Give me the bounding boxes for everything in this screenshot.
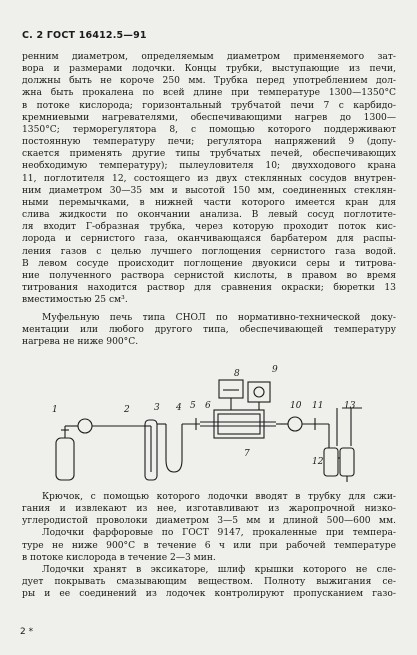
text-line: гания и извлекают из нее, изготавливают из жаропрочной низко-: [22, 504, 396, 515]
absorber: [324, 424, 354, 482]
apparatus-diagram: [44, 360, 374, 485]
text-line: вместимостью 25 см³.: [22, 295, 128, 306]
text-line: ления газов с целью лучшего поглощения сернистого газа водой.: [22, 246, 396, 257]
text-line: в потоке кислорода в течение 2—3 мин.: [22, 552, 216, 563]
text-line: кремниевыми нагревателями, обеспечивающими нагрев до 1300—: [22, 112, 396, 123]
text-line: необходимую температуру); пылеуловителя 10; двухходового крана: [22, 161, 396, 172]
text-line: в потоке кислорода; горизонтальный трубчатой печи 7 с карбидо-: [22, 100, 396, 111]
text-line: углеродистой проволоки диаметром 3—5 мм и длиной 500—600 мм.: [22, 516, 396, 527]
dust-catcher: [276, 417, 329, 431]
diagram-labels: [52, 365, 356, 467]
text-line: дует покрывать смазывающим веществом. Полноту выжигания се-: [22, 577, 396, 588]
label-7: 7: [244, 449, 250, 459]
text-line: ными перемычками, в нижней части которого имеется кран для: [22, 197, 396, 208]
text-line: 11, поглотителя 12, состоящего из двух стеклянных сосудов внутрен-: [22, 173, 396, 184]
text-line: туре не ниже 900°С в течение 6 ч или при рабочей температуре: [22, 540, 396, 551]
page-header: С. 2 ГОСТ 16412.5—91: [22, 30, 147, 41]
pressure-reducer: [78, 419, 144, 433]
text-line: слива жидкости по окончании анализа. В левый сосуд поглотите-: [22, 210, 396, 221]
label-13: 13: [344, 401, 356, 411]
text-line: Муфельную печь типа СНОЛ по нормативно-технической доку-: [42, 313, 396, 323]
u-tube: [166, 424, 200, 472]
label-6: 6: [205, 401, 211, 411]
text-line: ля входит Г-образная трубка, через которую проходит поток кис-: [22, 222, 396, 233]
text-line: жна быть прокалена по всей длине при температуре 1300—1350°С: [22, 88, 396, 99]
text-line: ним диаметром 30—35 мм и высотой 150 мм, соединенных стеклян-: [22, 185, 396, 196]
quartz-tube: [200, 422, 276, 426]
voltage-regulator: [248, 382, 270, 410]
text-line: Крючок, с помощью которого лодочки вводят в трубку для сжи-: [42, 492, 396, 502]
tube-furnace: [214, 410, 264, 438]
text-line: Лодочки хранят в эксикаторе, шлиф крышки которого не сле-: [42, 564, 396, 575]
text-line: 1350°С; терморегулятора 8, с помощью которого поддерживают: [22, 124, 396, 135]
burettes: [337, 408, 362, 446]
label-1: 1: [52, 405, 58, 415]
text-line: ментации или любого другого типа, обеспечивающей температуру: [22, 325, 396, 336]
label-2: 2: [124, 405, 130, 415]
oxygen-cylinder: [56, 426, 78, 480]
text-line: ры и ее соединений из лодочек контролируют пропусканием газо-: [22, 589, 396, 600]
text-line: вора и размерами лодочки. Концы трубки, выступающие из печи,: [22, 64, 396, 75]
label-10: 10: [290, 401, 302, 411]
label-4: 4: [176, 403, 182, 413]
text-line: нагрева не ниже 900°С.: [22, 337, 139, 348]
washing-vessel: [144, 420, 166, 480]
page-number: 2 *: [20, 627, 34, 637]
text-line: постоянную температуру печи; регулятора напряжений 9 (допу-: [22, 137, 396, 148]
text-line: В левом сосуде происходит поглощение двуокиси серы и титрова-: [22, 258, 396, 269]
text-line: лорода и сернистого газа, оканчивающаяся барбатером для распы-: [22, 234, 396, 245]
paragraph-muffle-furnace: [22, 312, 396, 348]
paragraph-hook-and-boats: [22, 491, 396, 600]
text-line: титрования находится раствор для сравнения окраски; бюретки 13: [22, 282, 396, 293]
label-11: 11: [312, 401, 324, 411]
thermoregulator: [219, 380, 243, 410]
text-line: ние полученного раствора сернистой кислоты, в правом во время: [22, 270, 396, 281]
label-12: 12: [312, 457, 324, 467]
label-3: 3: [154, 403, 160, 413]
text-line: Лодочки фарфоровые по ГОСТ 9147, прокаленные при темпера-: [42, 528, 396, 539]
text-line: ренним диаметром, определяемым диаметром применяемого зат-: [22, 52, 396, 62]
text-line: должны быть не короче 250 мм. Трубка перед употреблением дол-: [22, 76, 396, 87]
text-line: скается применять другие типы трубчатых печей, обеспечивающих: [22, 149, 396, 160]
label-8: 8: [234, 369, 240, 379]
paragraph-equipment-description: [22, 51, 396, 306]
label-5: 5: [190, 401, 196, 411]
label-9: 9: [272, 365, 278, 375]
